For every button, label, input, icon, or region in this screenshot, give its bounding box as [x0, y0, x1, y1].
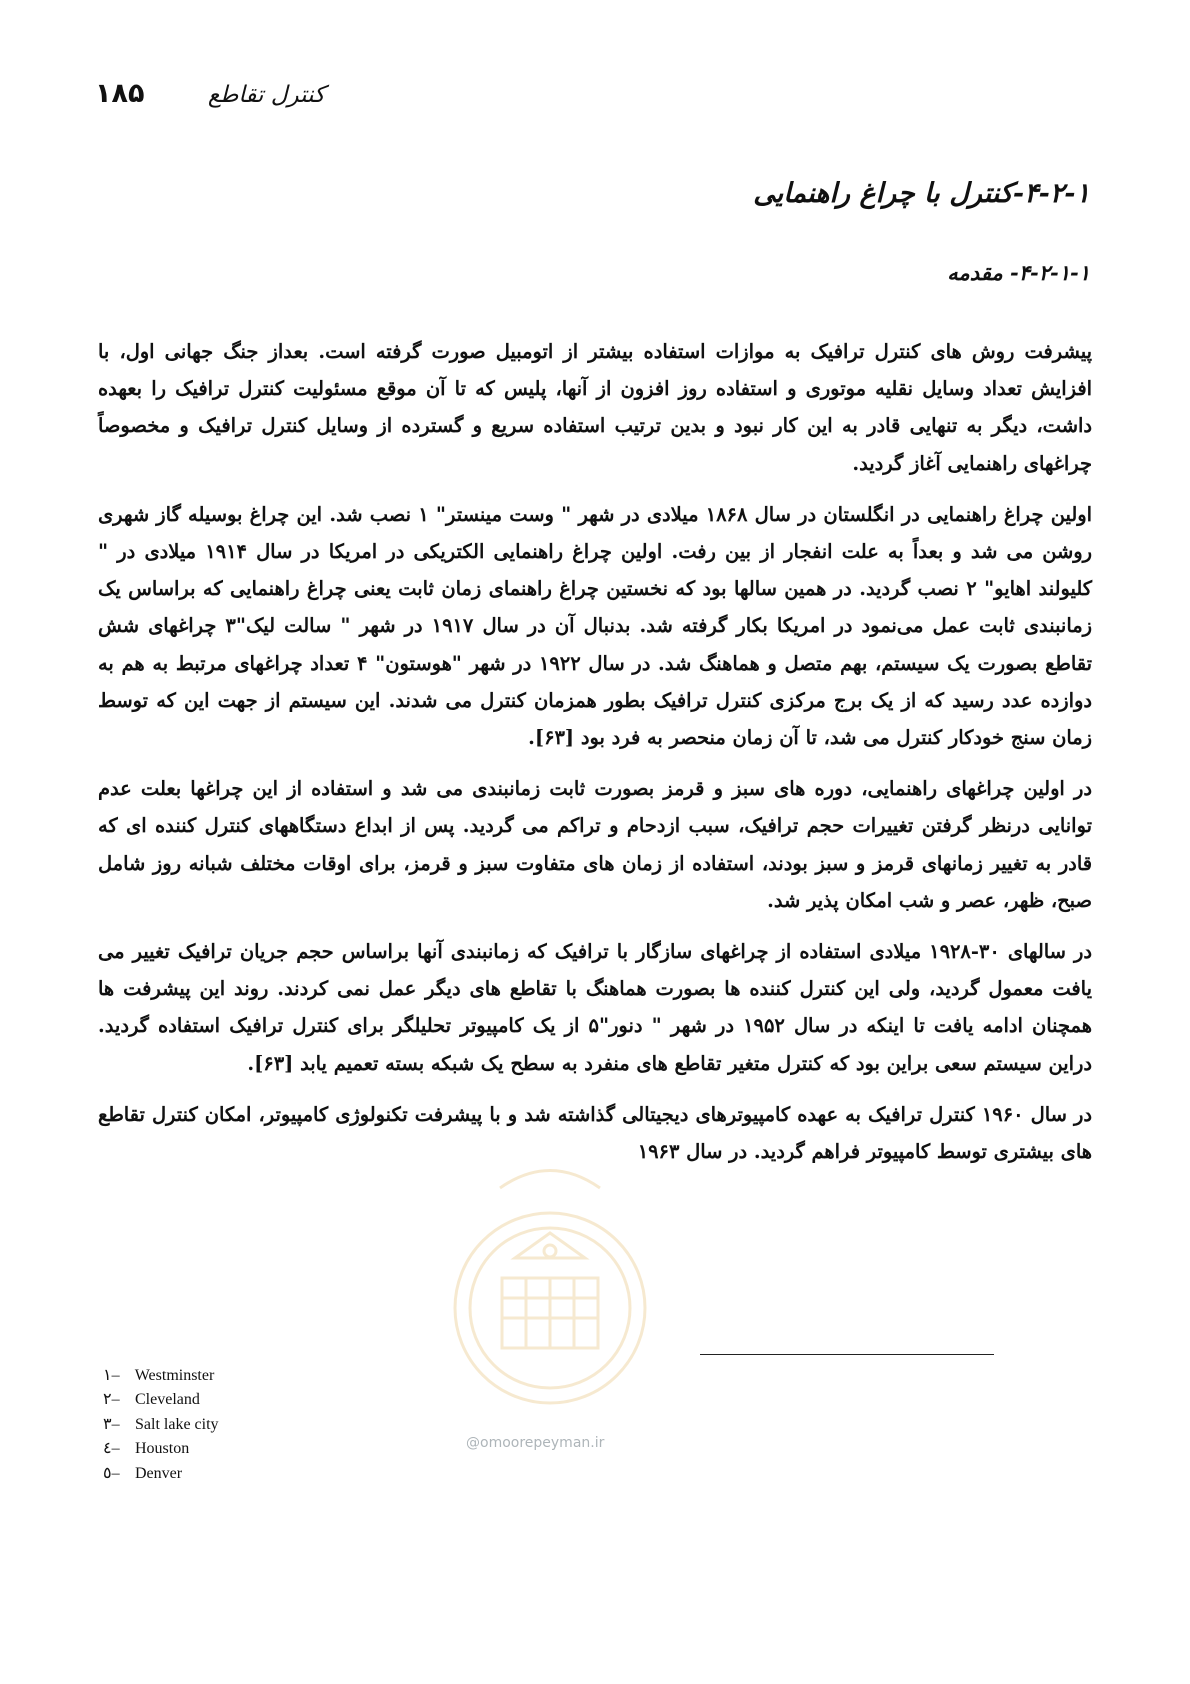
footnote-item	[103, 1364, 403, 1388]
paragraph: در سالهای ۳۰-۱۹۲۸ میلادی استفاده از چراغهای سازگار با ترافیک که زمانبندی آنها براساس حجم جریان ترافیک تغییر می یافت معمول گردید، ولی این کنترل کننده ها بصورت هماهنگ با تقاطع های دیگر عمل نمی کردند. روند این پیشرفت ها همچنان ادامه یافت تا اینکه در سال ۱۹۵۲ در شهر " دنور"۵ از یک کامپیوتر تحلیلگر برای کنترل ترافیک استفاده گردید. دراین سیستم سعی براین بود که کنترل متغیر تقاطع های منفرد به سطح یک شبکه بسته تعمیم یابد [۶۳].	[98, 940, 1092, 1075]
paragraph: پیشرفت روش های کنترل ترافیک به موازات استفاده بیشتر از اتومبیل صورت گرفته است. بعداز جنگ جهانی اول، با افزایش تعداد وسایل نقلیه موتوری و استفاده روز افزون از آنها، پلیس که تا آن موقع مسئولیت کنترل ترافیک را بعهده داشت، دیگر به تنهایی قادر به این کار نبود و بدین ترتیب استفاده سریع و گسترده از وسایل کنترل ترافیک و مخصوصاً چراغهای راهنمایی آغاز گردید.	[98, 340, 1092, 475]
footnote-mark: ٤–	[103, 1440, 120, 1458]
footnote-divider	[700, 1354, 994, 1355]
footnote-text: Cleveland	[135, 1391, 200, 1409]
body-text	[98, 333, 1092, 1184]
footnote-item	[103, 1437, 403, 1461]
footnote-item	[103, 1388, 403, 1412]
paragraph: اولین چراغ راهنمایی در انگلستان در سال ۱۸۶۸ میلادی در شهر " وست مینستر" ۱ نصب شد. این چراغ بوسیله گاز شهری روشن می شد و بعداً به علت انفجار از بین رفت. اولین چراغ راهنمایی الکتریکی در امریکا در سال ۱۹۱۴ میلادی در " کلیولند اهایو" ۲ نصب گردید. در همین سالها بود که نخستین چراغ راهنمای زمان ثابت یعنی چراغ راهنمایی که براساس یک زمانبندی ثابت عمل می‌نمود در امریکا بکار گرفته شد. بدنبال آن در سال ۱۹۱۷ در شهر " سالت لیک"۳ چراغهای شش تقاطع بصورت یک سیستم، بهم متصل و هماهنگ شد. در سال ۱۹۲۲ در شهر "هوستون" ۴ تعداد چراغهای مرتبط به هم به دوازده عدد رسید که از یک برج مرکزی کنترل ترافیک بطور همزمان کنترل می شدند. این سیستم از جهت این که توسط زمان سنج خودکار کنترل می شد، تا آن زمان منحصر به فرد بود [۶۳].	[98, 502, 1092, 750]
footnote-mark: ۱–	[103, 1367, 120, 1384]
footnote-item	[103, 1413, 403, 1437]
footnote-text: Houston	[135, 1440, 190, 1458]
paragraph: در سال ۱۹۶۰ کنترل ترافیک به عهده کامپیوترهای دیجیتالی گذاشته شد و با پیشرفت تکنولوژی کامپیوتر، امکان کنترل تقاطع های بیشتری توسط کامپیوتر فراهم گردید. در سال ۱۹۶۳	[98, 1102, 1092, 1164]
footnote-text: Salt lake city	[135, 1415, 219, 1433]
footnote-mark: ۲–	[103, 1391, 120, 1409]
watermark-site: @omoorepeyman.ir	[466, 1435, 605, 1451]
page-header	[95, 78, 325, 118]
footnote-mark: ۳–	[103, 1415, 120, 1433]
section-heading: ۴-۲-۱-کنترل با چراغ راهنمایی	[753, 178, 1090, 209]
footnote-text: Westminster	[134, 1367, 215, 1384]
footnote-item	[103, 1462, 403, 1486]
running-title: کنترل تقاطع	[207, 82, 325, 108]
paragraph: در اولین چراغهای راهنمایی، دوره های سبز و قرمز بصورت ثابت زمانبندی می شد و استفاده از این چراغها بعلت عدم توانایی درنظر گرفتن تغییرات حجم ترافیک، سبب ازدحام و تراکم می گردید. پس از ابداع دستگاههای کنترل کننده ای که قادر به تغییر زمانهای قرمز و سبز بودند، استفاده از زمان های متفاوت سبز و قرمز، برای اوقات مختلف شبانه روز شامل صبح، ظهر، عصر و شب امکان پذیر شد.	[98, 777, 1092, 912]
footnote-mark: ٥–	[103, 1464, 120, 1482]
subsection-heading: ۴-۲-۱-۱- مقدمه	[947, 260, 1090, 285]
footnote-text: Denver	[135, 1464, 183, 1482]
footnotes	[103, 1364, 403, 1486]
publisher-seal-icon	[440, 1148, 660, 1458]
page-number: ۱۸۵	[95, 78, 145, 109]
